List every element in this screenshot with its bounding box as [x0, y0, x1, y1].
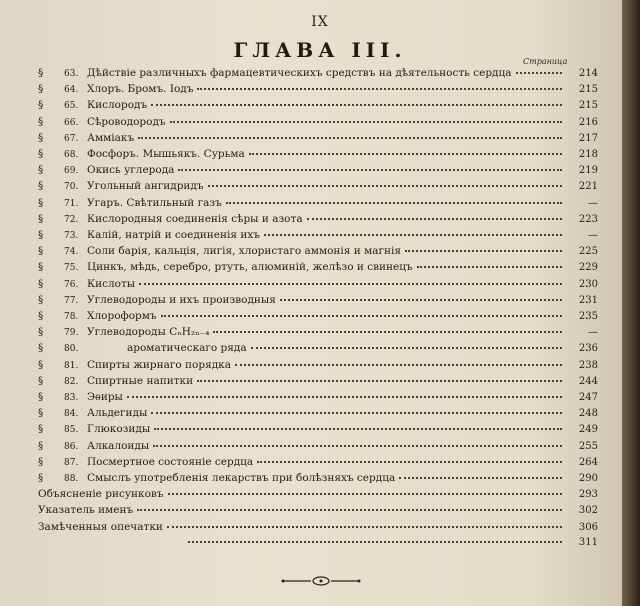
paragraph-mark: § [38, 229, 44, 241]
section-title: Хлороформъ [87, 310, 157, 322]
paragraph-mark: § [38, 131, 44, 144]
toc-row [38, 229, 598, 245]
paragraph-mark: § [38, 212, 44, 225]
dot-leader [161, 314, 562, 317]
paragraph-mark: § [38, 407, 44, 420]
toc-row [38, 359, 598, 375]
page-edge-shadow [622, 0, 640, 606]
section-title: Замѣченныя опечатки [38, 520, 163, 533]
page-number: 306 [578, 521, 598, 533]
paragraph-mark: § [38, 358, 44, 371]
toc-row [38, 116, 598, 132]
toc-row [38, 213, 598, 229]
page-number: 255 [578, 440, 598, 452]
dot-leader [137, 508, 562, 511]
page-number: 229 [578, 262, 598, 274]
page-number: 223 [578, 213, 598, 225]
toc-row [38, 423, 598, 439]
section-number: 85. [64, 425, 79, 436]
dot-leader [197, 379, 562, 382]
paragraph-mark: § [38, 164, 44, 177]
page-number: 248 [578, 408, 598, 420]
toc-row [38, 504, 598, 520]
section-number: 84. [64, 409, 79, 420]
section-title: Спиртные напитки [87, 374, 194, 387]
page-number: 249 [578, 424, 598, 436]
paragraph-mark: § [38, 310, 44, 322]
page-number: 218 [578, 149, 598, 160]
toc-row [38, 278, 598, 294]
paragraph-mark: § [38, 180, 44, 193]
page-number: 216 [578, 116, 598, 128]
page-number: 217 [578, 132, 598, 144]
page-number: 235 [578, 311, 598, 322]
page-number: 230 [578, 278, 598, 290]
page-folio: IX [311, 14, 329, 30]
paragraph-mark: § [38, 455, 44, 468]
section-number: 82. [64, 376, 79, 387]
chapter-heading: ГЛАВА III. [233, 38, 407, 62]
section-title: Углеводороды CₙH₂ₙ₋₄ [87, 326, 210, 339]
toc-row [38, 375, 598, 391]
section-number: 70. [64, 182, 79, 193]
page-number: 264 [578, 456, 598, 468]
paragraph-mark: § [38, 99, 44, 112]
paragraph-mark: § [38, 115, 44, 128]
dot-leader [154, 427, 562, 430]
section-number: 76. [64, 279, 79, 290]
page-number: — [588, 230, 598, 241]
section-title: Угольный ангидридъ [87, 180, 204, 193]
section-title: Глюкозиды [87, 423, 151, 436]
section-number: 64. [64, 85, 79, 96]
toc-row [38, 164, 598, 180]
paragraph-mark: § [38, 277, 44, 290]
toc-row [38, 83, 598, 99]
page-number: 236 [578, 343, 598, 355]
section-number: 88. [64, 474, 79, 484]
section-title: Калій, натрій и соединенія ихъ [87, 229, 260, 241]
toc-row [38, 472, 598, 488]
paragraph-mark: § [38, 439, 44, 452]
section-title: Объясненіе рисунковъ [38, 488, 164, 501]
toc-row [38, 132, 598, 148]
page-number: 215 [578, 100, 598, 112]
dot-leader [235, 363, 562, 366]
page-number: 238 [578, 359, 598, 371]
section-title: Угаръ. Свѣтильный газъ [87, 196, 222, 209]
paragraph-mark: § [38, 374, 44, 387]
dot-leader [405, 249, 562, 252]
paragraph-mark: § [38, 293, 44, 306]
toc-row [38, 197, 598, 213]
toc-row [38, 391, 598, 407]
page-number: 214 [578, 68, 598, 79]
section-title: Сѣроводородъ [87, 115, 166, 128]
dot-leader [208, 184, 562, 187]
dot-leader [188, 540, 562, 543]
section-number: 68. [64, 150, 79, 160]
dot-leader [516, 71, 562, 74]
section-number: 81. [64, 360, 79, 371]
section-number: 83. [64, 393, 79, 403]
page-number: 247 [578, 392, 598, 403]
dot-leader [399, 476, 562, 479]
section-title: Кислородныя соединенія сѣры и азота [87, 212, 303, 225]
toc-row [38, 67, 598, 83]
dot-leader [138, 136, 562, 139]
toc-row [38, 148, 598, 164]
section-title: Посмертное состояніе сердца [87, 455, 254, 468]
paragraph-mark: § [38, 83, 44, 96]
dot-leader [178, 168, 562, 171]
paragraph-mark: § [38, 148, 44, 160]
section-number: 66. [64, 117, 79, 128]
dot-leader [170, 120, 562, 123]
section-number: 69. [64, 166, 79, 177]
section-number: 80. [64, 344, 79, 355]
section-number: 74. [64, 247, 79, 258]
section-title: ароматическаго ряда [127, 342, 247, 355]
toc-row-extra [38, 537, 598, 553]
paragraph-mark: § [38, 342, 44, 355]
section-title: Углеводороды и ихъ производныя [87, 293, 276, 306]
page-number: 215 [578, 84, 598, 96]
toc-row [38, 245, 598, 261]
section-title: Альдегиды [87, 407, 148, 420]
dot-leader [264, 233, 562, 236]
toc-row [38, 294, 598, 310]
section-title: Окись углерода [87, 164, 175, 177]
toc-row [38, 407, 598, 423]
section-title: Фосфоръ. Мышьякъ. Сурьма [87, 148, 245, 160]
page-number: 290 [578, 473, 598, 484]
paragraph-mark: § [38, 196, 44, 209]
section-number: 65. [64, 101, 79, 112]
toc-row [38, 326, 598, 342]
paragraph-mark: § [38, 472, 44, 484]
dot-leader [226, 201, 562, 204]
dot-leader [251, 346, 562, 349]
section-title: Кислородъ [87, 99, 148, 112]
dot-leader [417, 265, 562, 268]
dot-leader [197, 87, 562, 90]
page-number: 244 [578, 375, 598, 387]
dot-leader [139, 282, 562, 285]
section-number: 87. [64, 457, 79, 468]
page-number: 231 [578, 294, 598, 306]
section-title: Алкалоиды [87, 439, 150, 452]
paragraph-mark: § [38, 67, 44, 79]
toc-row [38, 180, 598, 196]
dot-leader [249, 152, 562, 155]
section-title: Дѣйствіе различныхъ фармацевтическихъ средствъ на дѣятельность сердца [87, 67, 512, 79]
toc-row [38, 521, 598, 537]
paragraph-mark: § [38, 326, 44, 339]
section-number: 86. [64, 441, 79, 452]
dot-leader [127, 395, 562, 398]
section-number: 75. [64, 263, 79, 274]
toc-row [38, 99, 598, 115]
ornament-divider [281, 574, 361, 588]
section-title: Указатель именъ [38, 504, 134, 517]
dot-leader [280, 298, 562, 301]
page-number: 302 [578, 505, 598, 517]
section-number: 71. [64, 198, 79, 209]
section-number: 72. [64, 214, 79, 225]
section-title: Эѳиры [87, 391, 123, 403]
section-title: Амміакъ [87, 131, 135, 144]
page-column-header: Страница [523, 57, 568, 66]
dot-leader [307, 217, 562, 220]
page-number: 221 [578, 181, 598, 193]
section-number: 77. [64, 295, 79, 306]
paragraph-mark: § [38, 245, 44, 258]
page-number: 219 [578, 165, 598, 177]
section-title: Соли барія, кальція, лигія, хлористаго аммонія и магнія [87, 245, 401, 258]
page-number: — [588, 197, 598, 209]
section-number: 67. [64, 133, 79, 144]
dot-leader [168, 492, 563, 495]
paragraph-mark: § [38, 423, 44, 436]
section-number: 63. [64, 69, 79, 79]
dot-leader [151, 103, 562, 106]
page-number: 311 [578, 536, 598, 548]
dot-leader [257, 460, 562, 463]
paragraph-mark: § [38, 261, 44, 274]
page-number: — [588, 327, 598, 339]
section-title: Цинкъ, мѣдь, серебро, ртуть, алюминій, желѣзо и свинецъ [87, 261, 413, 274]
section-title: Спирты жирнаго порядка [87, 358, 232, 371]
section-number: 78. [64, 312, 79, 322]
toc-row [38, 342, 598, 358]
section-title: Смыслъ употребленія лекарствъ при болѣзняхъ сердца [87, 472, 396, 484]
dot-leader [151, 411, 562, 414]
section-number: 73. [64, 231, 79, 241]
dot-leader [153, 444, 562, 447]
toc-row [38, 488, 598, 504]
section-title: Хлоръ. Бромъ. Іодъ [87, 83, 194, 96]
dot-leader [167, 525, 562, 528]
toc-row [38, 456, 598, 472]
dot-leader [213, 330, 562, 333]
toc-row [38, 261, 598, 277]
toc-row [38, 310, 598, 326]
paragraph-mark: § [38, 391, 44, 403]
toc-row [38, 440, 598, 456]
section-number: 79. [64, 328, 79, 339]
page-number: 225 [578, 246, 598, 258]
page-number: 293 [578, 489, 598, 501]
section-title: Кислоты [87, 277, 136, 290]
